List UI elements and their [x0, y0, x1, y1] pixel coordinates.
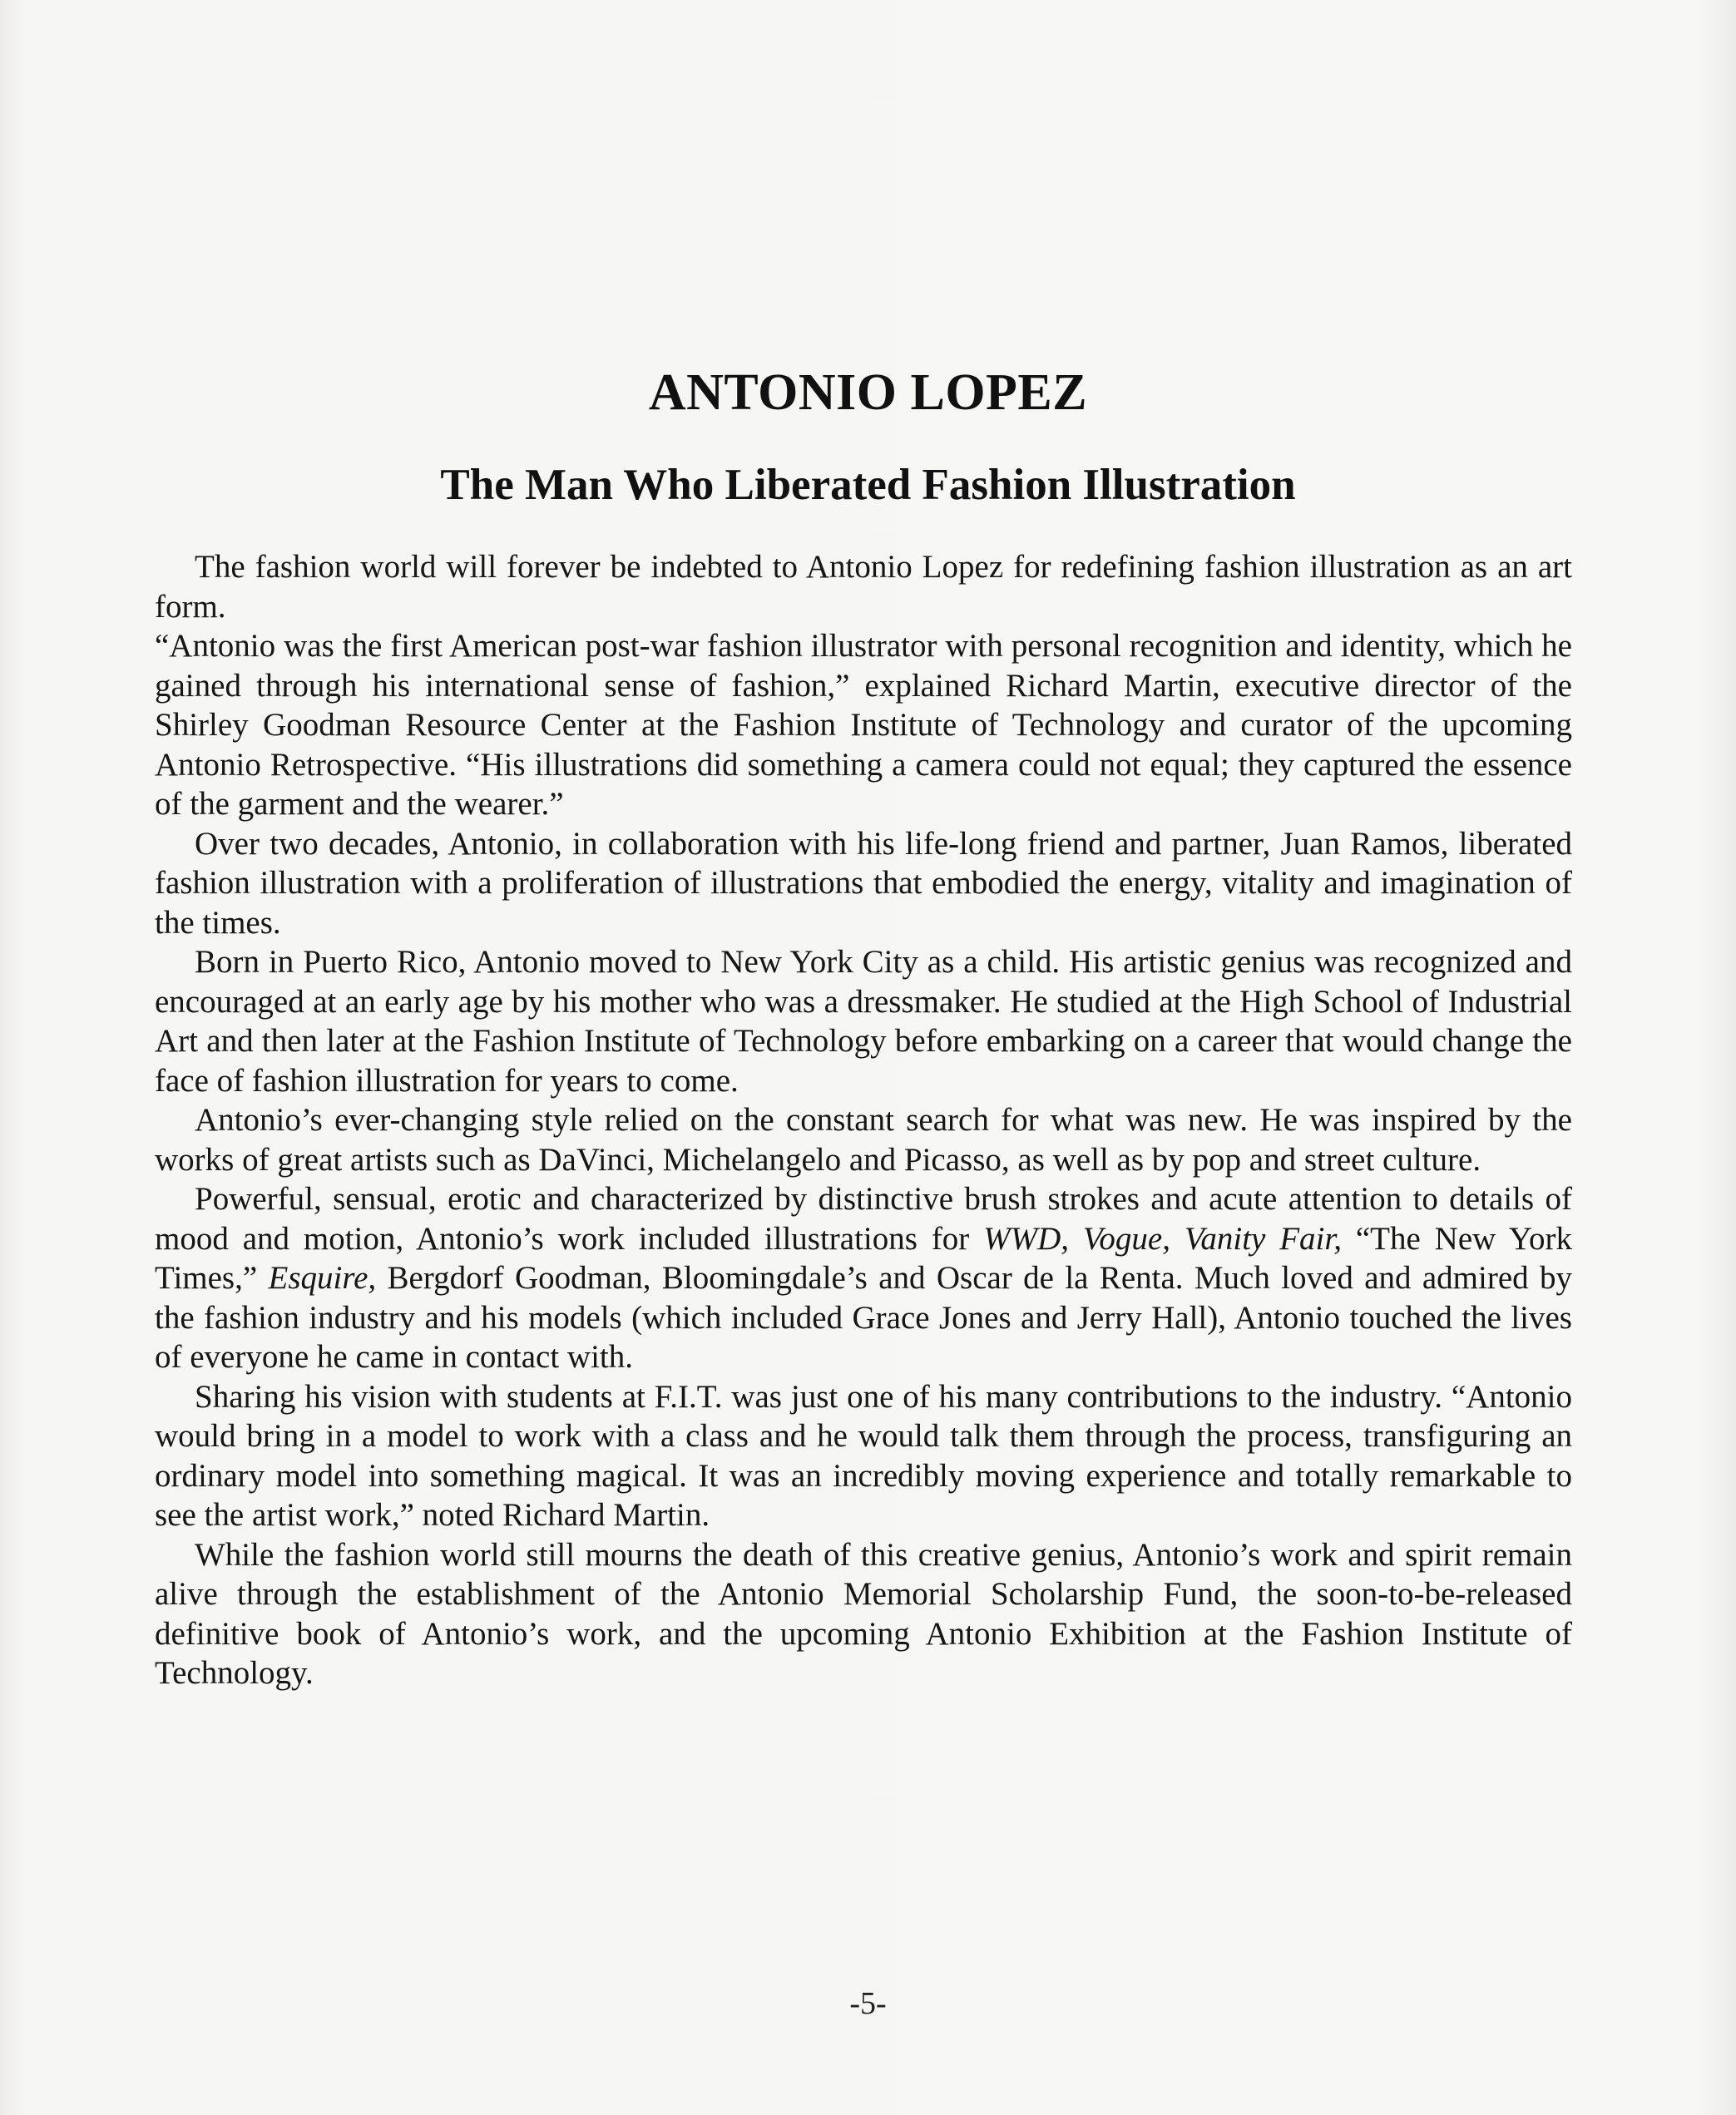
- paragraph: [155, 626, 1572, 824]
- paragraph-text: Bergdorf Goodman, Bloomingdale’s and Oscar de la Renta. Much loved and admired by the fashion industry and his models (which included Grace Jones and Jerry Hall), Antonio touched the lives of everyone he came in contact with.: [155, 1260, 1572, 1375]
- paragraph: [155, 1179, 1572, 1377]
- paragraph: [155, 942, 1572, 1100]
- document-title: ANTONIO LOPEZ: [648, 364, 1088, 421]
- paragraph: [155, 1100, 1572, 1179]
- paragraph-text: Powerful, sensual, erotic and characterized by distinctive brush strokes and acute attention to details of mood and motion, Antonio’s work included illustrations for: [155, 1181, 1572, 1257]
- paragraph-text: Over two decades, Antonio, in collaboration with his life-long friend and partner, Juan Ramos, liberated fashion illustration with a proliferation of illustrations that embodied the energy, vitality and imagination of the times.: [155, 825, 1572, 941]
- paragraph-text: “Antonio was the first American post-war fashion illustrator with personal recognition and identity, which he gained through his international sense of fashion,” explained Richard Martin, executive director of the Shirley Goodman Resource Center at the Fashion Institute of Technology and curator of the upcoming Antonio Retrospective. “His illustrations did something a camera could not equal; they captured the essence of the garment and the wearer.”: [155, 628, 1572, 822]
- paragraph: [155, 547, 1572, 626]
- publication-title: Esquire,: [268, 1260, 377, 1296]
- document-subtitle: The Man Who Liberated Fashion Illustration: [440, 461, 1296, 509]
- paragraph-text: “The New York Times,”: [155, 1220, 1572, 1296]
- paragraph: [155, 1377, 1572, 1535]
- paragraph: [155, 824, 1572, 943]
- paragraph: [155, 1535, 1572, 1693]
- paragraph-text: While the fashion world still mourns the death of this creative genius, Antonio’s work and spirit remain alive through the establishment of the Antonio Memorial Scholarship Fund, the soon-to-be-released definitive book of Antonio’s work, and the upcoming Antonio Exhibition at the Fashion Institute of Technology.: [155, 1536, 1572, 1691]
- publication-titles: WWD, Vogue, Vanity Fair,: [983, 1220, 1342, 1257]
- paragraph-text: The fashion world will forever be indebted to Antonio Lopez for redefining fashion illustration as an art form.: [155, 549, 1572, 625]
- article-body: [155, 547, 1572, 1693]
- paragraph-text: Born in Puerto Rico, Antonio moved to New York City as a child. His artistic genius was recognized and encouraged at an early age by his mother who was a dressmaker. He studied at the High School of Industrial Art and then later at the Fashion Institute of Technology before embarking on a career that would change the face of fashion illustration for years to come.: [155, 944, 1572, 1099]
- paragraph-text: Sharing his vision with students at F.I.T. was just one of his many contributions to the industry. “Antonio would bring in a model to work with a class and he would talk them through the process, transfiguring an ordinary model into something magical. It was an incredibly moving experience and totally remarkable to see the artist work,” noted Richard Martin.: [155, 1378, 1572, 1533]
- paragraph-text: Antonio’s ever-changing style relied on the constant search for what was new. He was inspired by the works of great artists such as DaVinci, Michelangelo and Picasso, as well as by pop and street culture.: [155, 1102, 1572, 1178]
- page-number: -5-: [849, 1986, 887, 2021]
